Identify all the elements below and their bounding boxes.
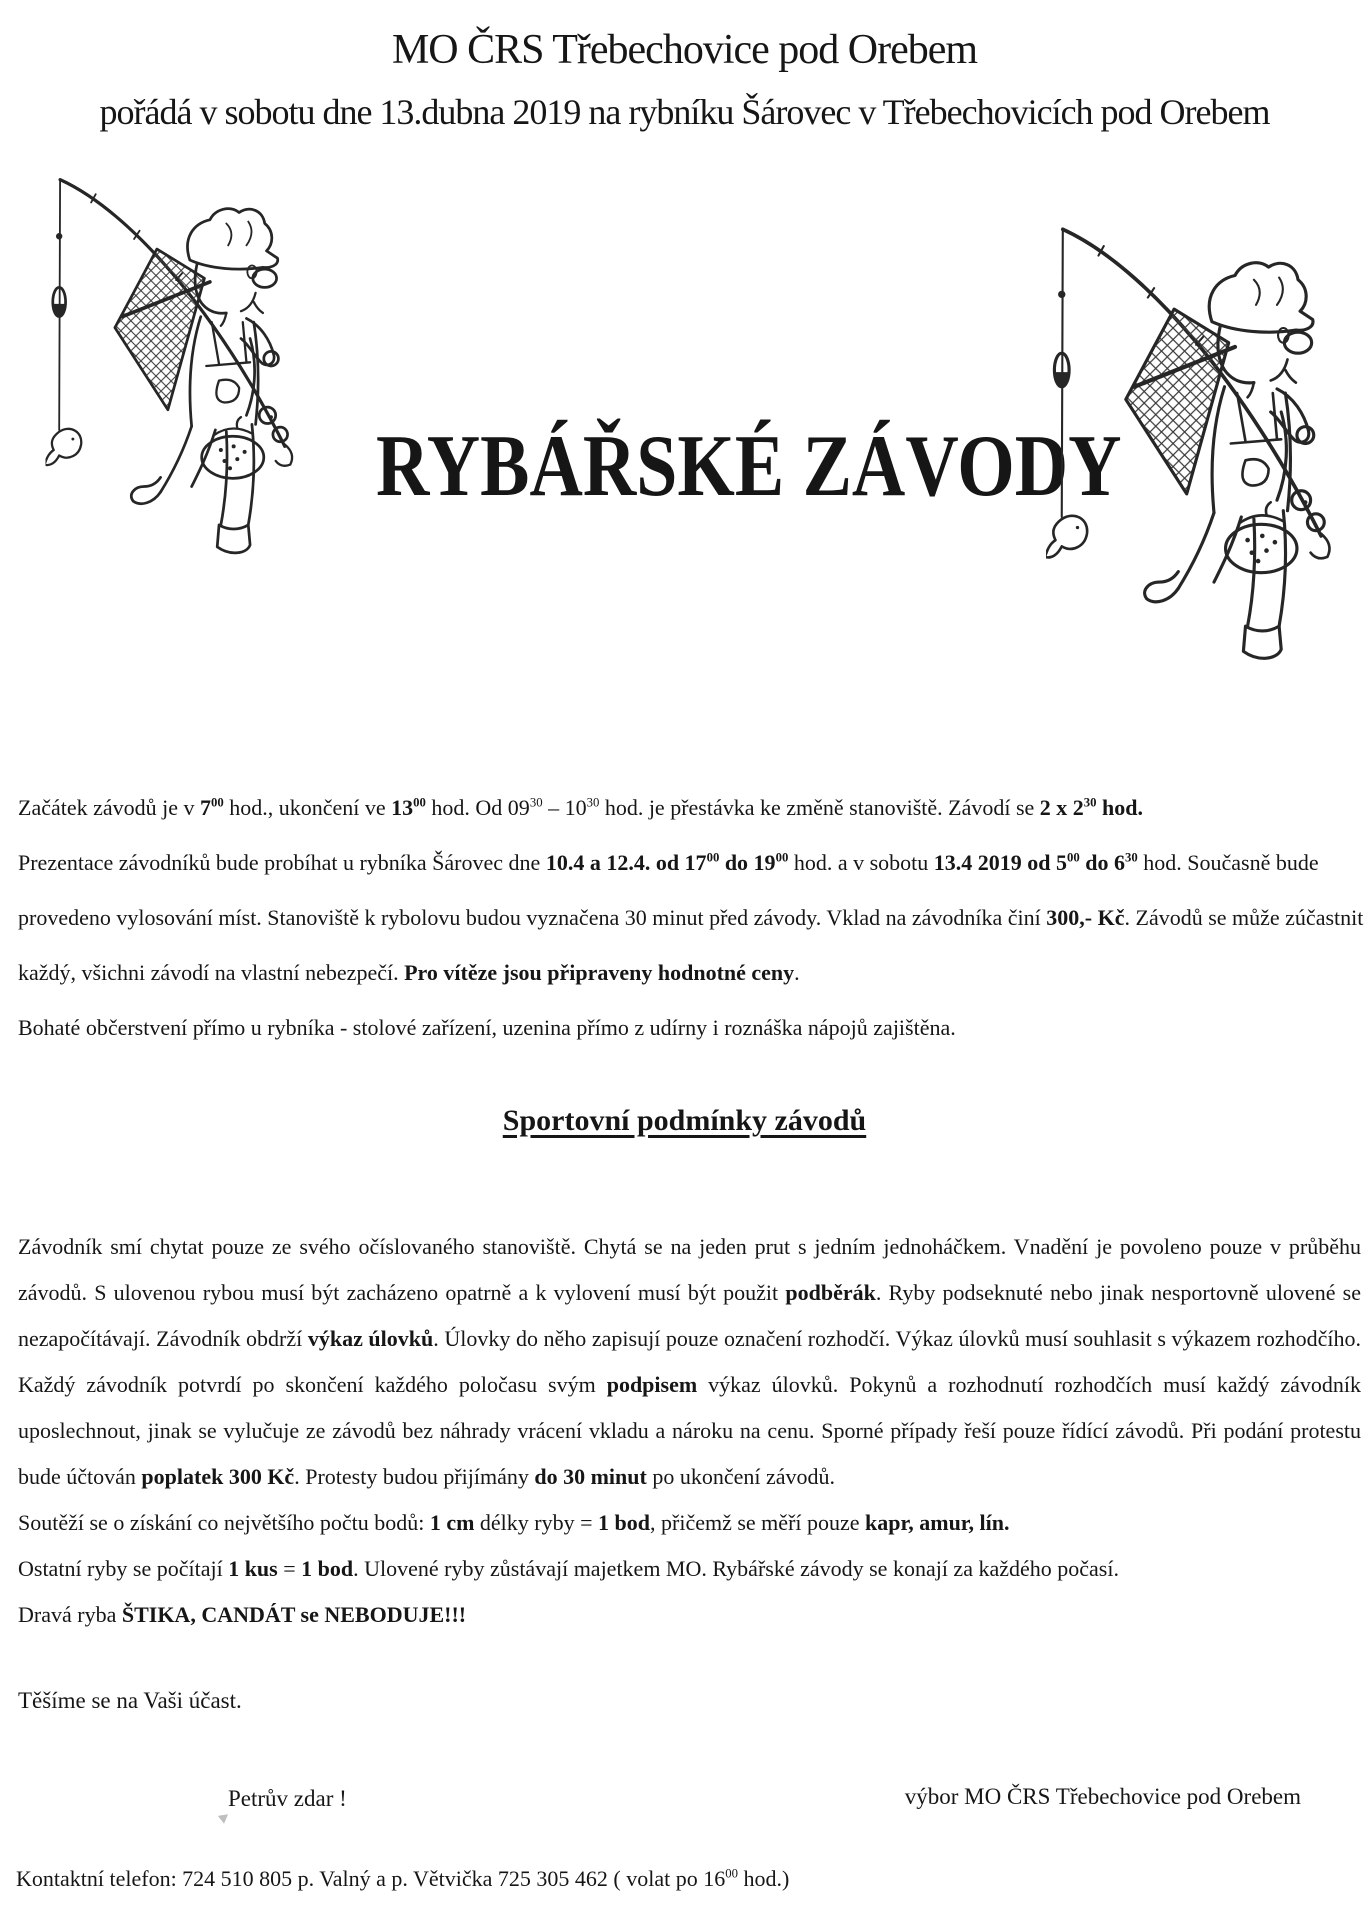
page-title <box>305 418 1122 515</box>
predator-note-line: Dravá ryba ŠTIKA, CANDÁT se NEBODUJE!!! <box>18 1602 467 1627</box>
section-heading <box>0 1104 1369 1138</box>
intro-line-4: každý, všichni závodí na vlastní nebezpečí. Pro vítěze jsou připraveny hodnotné ceny. <box>18 960 800 985</box>
intro-line-1: Začátek závodů je v $7^{00}$ hod., ukončení ve $13^{00}$ hod. Od $09^{30} - 10^{30}$ hod. je přestávka ke změně stanoviště. Závodí se 2 x $2^{30}$ hod. <box>18 795 1144 820</box>
closing-line: Těšíme se na Vaši účast. <box>18 1688 242 1713</box>
intro-line-2: Prezentace závodníků bude probíhat u rybníka Šárovec dne 10.4 a 12.4. od $17^{00}$ do $19^{00}$ hod. a v sobotu 13.4 2019 od $5^{00}$ do $6^{30}$ hod. Současně bude <box>18 850 1319 875</box>
rules-paragraph: Závodník smí chytat pouze ze svého očíslovaného stanoviště. Chytá se na jeden prut s jedním jednoháčkem. Vnadění je povoleno pouze v průběhu závodů. S ulovenou rybou musí být zacházeno opatrně a k vylovení musí být použit podběrák. Ryby podseknuté nebo jinak nesportovně ulovené se nezapočítávají. Závodník obdrží výkaz úlovků. Úlovky do něho zapisují pouze označení rozhodčí. Výkaz úlovků musí souhlasit s výkazem rozhodčího. Každý závodník potvrdí po skončení každého poločasu svým podpisem výkaz úlovků. Pokynů a rozhodnutí rozhodčích musí každý závodník uposlechnout, jinak se vylučuje ze závodů bez náhrady vrácení vkladu a nároku na cenu. Sporné případy řeší pouze řídící závodů. Při podání protestu bude účtován poplatek 300 Kč. Protesty budou přijímány do 30 minut po ukončení závodů. <box>18 1234 1362 1489</box>
section-heading-text: Sportovní podmínky závodů <box>502 1104 867 1137</box>
fisherman-illustration-right <box>1046 178 1361 793</box>
organizer-line: MO ČRS Třebechovice pod Orebem <box>391 27 978 73</box>
fisherman-illustration-left <box>40 165 325 640</box>
scoring-line-2: Ostatní ryby se počítají 1 kus = 1 bod. Ulovené ryby zůstávají majetkem MO. Rybářské závody se konají za každého počasí. <box>18 1556 1119 1581</box>
intro-paragraph <box>18 780 1363 1055</box>
signature-left: Petrův zdar ! <box>228 1786 347 1811</box>
contact-line: Kontaktní telefon: 724 510 805 p. Valný a p. Větvička 725 305 462 ( volat po $16^{00}$ hod.) <box>16 1866 790 1891</box>
scoring-line-1: Soutěží se o získání co největšího počtu bodů: 1 cm délky ryby = 1 bod, přičemž se měří pouze kapr, amur, lín. <box>18 1510 1010 1535</box>
page-title-text: RYBÁŘSKÉ ZÁVODY <box>375 418 1122 515</box>
rules-section <box>18 1224 1361 1638</box>
intro-line-5: Bohaté občerstvení přímo u rybníka - stolové zařízení, uzenina přímo z udírny i roznáška nápojů zajištěna. <box>18 1015 956 1040</box>
event-date-line: pořádá v sobotu dne 13.dubna 2019 na rybníku Šárovec v Třebechovicích pod Orebem <box>99 92 1270 132</box>
intro-line-3: provedeno vylosování míst. Stanoviště k rybolovu budou vyznačena 30 minut před závody. Vklad na závodníka činí 300,- Kč. Závodů se může zúčastnit <box>18 905 1364 930</box>
scan-smudge-artifact <box>218 1810 231 1823</box>
signature-right: výbor MO ČRS Třebechovice pod Orebem <box>904 1784 1301 1809</box>
